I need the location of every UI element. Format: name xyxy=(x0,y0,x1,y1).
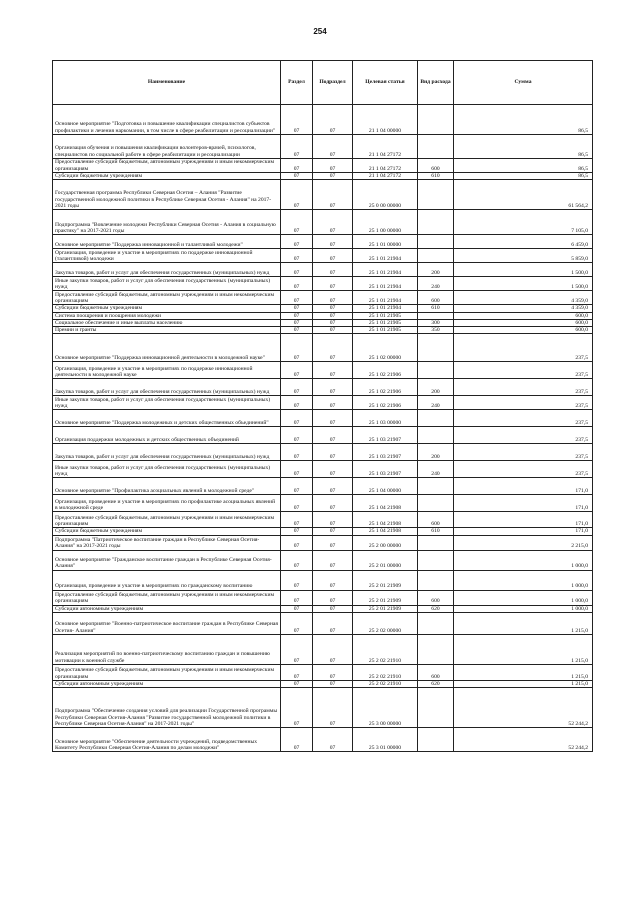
row-section: 07 xyxy=(281,495,313,512)
row-name: Субсидии бюджетным учреждениям xyxy=(53,305,281,312)
row-target-article: 25 1 01 21904 xyxy=(353,249,418,263)
row-expense-type xyxy=(418,105,454,135)
row-name: Премии и гранты xyxy=(53,327,281,334)
table-row xyxy=(53,665,593,681)
row-amount: 600,0 xyxy=(454,312,593,319)
row-expense-type: 610 xyxy=(418,173,454,180)
row-section: 07 xyxy=(281,427,313,444)
row-amount: 237,5 xyxy=(454,362,593,379)
header-section: Раздел xyxy=(281,61,313,105)
row-subsection: 07 xyxy=(313,305,353,312)
row-subsection: 07 xyxy=(313,105,353,135)
row-section: 07 xyxy=(281,613,313,635)
row-target-article: 25 2 01 21909 xyxy=(353,605,418,612)
row-target-article: 25 1 04 21908 xyxy=(353,512,418,528)
row-name: Основное мероприятие "Поддержка инновационной деятельности в молодежной науке" xyxy=(53,334,281,362)
row-amount: 4 359,0 xyxy=(454,291,593,305)
row-expense-type: 200 xyxy=(418,379,454,396)
row-subsection: 07 xyxy=(313,135,353,159)
row-target-article: 25 2 02 21910 xyxy=(353,635,418,665)
row-expense-type: 600 xyxy=(418,291,454,305)
table-row xyxy=(53,444,593,461)
row-expense-type xyxy=(418,210,454,235)
row-name: Подпрограмма "Патриотическое воспитание граждан в Республике Северная Осетия- Алания" на 2017-2021 годы xyxy=(53,535,281,550)
table-row xyxy=(53,535,593,550)
row-expense-type xyxy=(418,495,454,512)
row-subsection: 07 xyxy=(313,461,353,478)
row-target-article: 25 1 02 21906 xyxy=(353,362,418,379)
row-amount: 2 215,0 xyxy=(454,535,593,550)
row-amount: 4 359,0 xyxy=(454,305,593,312)
row-subsection: 07 xyxy=(313,635,353,665)
row-subsection: 07 xyxy=(313,728,353,752)
row-name: Иные закупки товаров, работ и услуг для обеспечения государственных (муниципальных) нужд xyxy=(53,461,281,478)
row-name: Система поощрения и поощрения молодежи xyxy=(53,312,281,319)
row-name: Государственная программа Республики Северная Осетия – Алания "Развитие государственной молодежной политики в Республике Северная Осетия - Алания" на 2017-2021 годы xyxy=(53,180,281,210)
row-section: 07 xyxy=(281,461,313,478)
table-row xyxy=(53,180,593,210)
row-subsection: 07 xyxy=(313,605,353,612)
header-expense-type: Вид расхода xyxy=(418,61,454,105)
row-subsection: 07 xyxy=(313,665,353,681)
row-subsection: 07 xyxy=(313,444,353,461)
table-row xyxy=(53,410,593,427)
row-amount: 6 459,0 xyxy=(454,235,593,249)
row-subsection: 07 xyxy=(313,334,353,362)
table-row xyxy=(53,427,593,444)
row-amount: 600,0 xyxy=(454,319,593,326)
row-name: Основное мероприятие "Поддержка инновационной и талантливой молодежи" xyxy=(53,235,281,249)
row-expense-type: 350 xyxy=(418,327,454,334)
row-amount: 171,0 xyxy=(454,478,593,495)
row-name: Организация обучения и повышения квалификации волонтеров-врачей, психологов, специалистов по социальной работе в сфере реабилитации и ресоциализации xyxy=(53,135,281,159)
row-name: Основное мероприятие "Профилактика асоциальных явлений в молодежной среде" xyxy=(53,478,281,495)
row-amount: 1 215,0 xyxy=(454,681,593,688)
header-name: Наименование xyxy=(53,61,281,105)
row-subsection: 07 xyxy=(313,613,353,635)
row-target-article: 25 2 00 00000 xyxy=(353,535,418,550)
row-expense-type xyxy=(418,180,454,210)
row-amount: 171,0 xyxy=(454,528,593,535)
row-expense-type: 240 xyxy=(418,461,454,478)
row-section: 07 xyxy=(281,444,313,461)
header-subsection: Подраздел xyxy=(313,61,353,105)
table-row xyxy=(53,570,593,590)
row-name: Подпрограмма "Вовлечение молодежи Республики Северная Осетия - Алания в социальную практику" на 2017-2021 годы xyxy=(53,210,281,235)
row-subsection: 07 xyxy=(313,159,353,173)
table-row xyxy=(53,235,593,249)
row-amount: 52 244,2 xyxy=(454,688,593,728)
row-target-article: 25 1 01 21905 xyxy=(353,312,418,319)
table-row xyxy=(53,495,593,512)
row-subsection: 07 xyxy=(313,590,353,605)
row-target-article: 25 0 00 00000 xyxy=(353,180,418,210)
table-row xyxy=(53,319,593,326)
row-target-article: 25 1 02 00000 xyxy=(353,334,418,362)
row-name: Организация, проведение и участие в мероприятиях по гражданскому воспитанию xyxy=(53,570,281,590)
table-row xyxy=(53,461,593,478)
row-expense-type xyxy=(418,613,454,635)
row-expense-type: 600 xyxy=(418,590,454,605)
row-expense-type xyxy=(418,427,454,444)
row-amount: 237,5 xyxy=(454,427,593,444)
row-name: Основное мероприятие "Гражданское воспитание граждан в Республике Северная Осетия- Алания" xyxy=(53,550,281,570)
row-expense-type: 240 xyxy=(418,277,454,291)
row-amount: 5 859,0 xyxy=(454,249,593,263)
row-target-article: 25 1 01 21904 xyxy=(353,277,418,291)
row-target-article: 21 1 04 00000 xyxy=(353,105,418,135)
row-section: 07 xyxy=(281,550,313,570)
row-subsection: 07 xyxy=(313,263,353,277)
row-subsection: 07 xyxy=(313,291,353,305)
row-section: 07 xyxy=(281,277,313,291)
table-row xyxy=(53,590,593,605)
row-amount: 86,5 xyxy=(454,159,593,173)
row-section: 07 xyxy=(281,362,313,379)
row-section: 07 xyxy=(281,263,313,277)
table-row xyxy=(53,249,593,263)
table-row xyxy=(53,605,593,612)
table-row xyxy=(53,312,593,319)
row-target-article: 25 3 00 00000 xyxy=(353,688,418,728)
row-subsection: 07 xyxy=(313,410,353,427)
row-section: 07 xyxy=(281,210,313,235)
row-name: Субсидии автономным учреждениям xyxy=(53,605,281,612)
row-name: Закупка товаров, работ и услуг для обеспечения государственных (муниципальных) нужд xyxy=(53,444,281,461)
row-section: 07 xyxy=(281,728,313,752)
row-section: 07 xyxy=(281,334,313,362)
row-amount: 237,5 xyxy=(454,379,593,396)
row-section: 07 xyxy=(281,535,313,550)
row-amount: 237,5 xyxy=(454,396,593,410)
row-expense-type xyxy=(418,235,454,249)
row-amount: 86,5 xyxy=(454,105,593,135)
row-section: 07 xyxy=(281,235,313,249)
row-name: Субсидии бюджетным учреждениям xyxy=(53,528,281,535)
row-section: 07 xyxy=(281,478,313,495)
row-name: Реализация мероприятий по военно-патриотическому воспитанию граждан и повышению мотивации к военной службе xyxy=(53,635,281,665)
row-subsection: 07 xyxy=(313,180,353,210)
row-subsection: 07 xyxy=(313,528,353,535)
row-target-article: 21 1 04 27172 xyxy=(353,159,418,173)
row-subsection: 07 xyxy=(313,550,353,570)
row-target-article: 25 1 02 21906 xyxy=(353,379,418,396)
row-expense-type xyxy=(418,688,454,728)
row-target-article: 25 3 01 00000 xyxy=(353,728,418,752)
row-amount: 1 000,0 xyxy=(454,550,593,570)
row-section: 07 xyxy=(281,327,313,334)
row-subsection: 07 xyxy=(313,512,353,528)
row-section: 07 xyxy=(281,688,313,728)
row-expense-type: 200 xyxy=(418,263,454,277)
row-name: Основное мероприятие "Подготовка и повышение квалификации специалистов субъектов профилактики и лечения наркомании, в том числе в сфере реабилитации и ресоциализации" xyxy=(53,105,281,135)
row-target-article: 25 1 04 21908 xyxy=(353,495,418,512)
table-row xyxy=(53,277,593,291)
table-row xyxy=(53,635,593,665)
row-target-article: 25 2 01 00000 xyxy=(353,550,418,570)
row-expense-type xyxy=(418,550,454,570)
row-subsection: 07 xyxy=(313,688,353,728)
row-amount: 1 215,0 xyxy=(454,635,593,665)
row-section: 07 xyxy=(281,159,313,173)
row-amount: 237,5 xyxy=(454,334,593,362)
table-row xyxy=(53,728,593,752)
row-subsection: 07 xyxy=(313,362,353,379)
row-name: Организация, проведение и участие в мероприятиях по поддержке инновационной (талантливой) молодежи xyxy=(53,249,281,263)
row-amount: 237,5 xyxy=(454,410,593,427)
row-expense-type: 620 xyxy=(418,605,454,612)
row-name: Предоставление субсидий бюджетным, автономным учреждениям и иным некоммерческим организациям xyxy=(53,590,281,605)
table-row xyxy=(53,291,593,305)
row-section: 07 xyxy=(281,249,313,263)
row-expense-type xyxy=(418,728,454,752)
table-row xyxy=(53,396,593,410)
row-name: Организация поддержки молодежных и детских общественных объединений xyxy=(53,427,281,444)
table-row xyxy=(53,305,593,312)
row-section: 07 xyxy=(281,528,313,535)
row-section: 07 xyxy=(281,173,313,180)
row-subsection: 07 xyxy=(313,681,353,688)
row-section: 07 xyxy=(281,305,313,312)
row-name: Предоставление субсидий бюджетным, автономным учреждениям и иным некоммерческим организациям xyxy=(53,512,281,528)
row-target-article: 21 1 04 27172 xyxy=(353,173,418,180)
row-subsection: 07 xyxy=(313,327,353,334)
row-target-article: 25 1 03 21907 xyxy=(353,461,418,478)
row-name: Закупка товаров, работ и услуг для обеспечения государственных (муниципальных) нужд xyxy=(53,379,281,396)
row-subsection: 07 xyxy=(313,570,353,590)
row-target-article: 25 2 02 21910 xyxy=(353,681,418,688)
row-target-article: 25 1 03 21907 xyxy=(353,444,418,461)
row-subsection: 07 xyxy=(313,319,353,326)
row-subsection: 07 xyxy=(313,379,353,396)
row-expense-type xyxy=(418,410,454,427)
row-target-article: 25 1 04 00000 xyxy=(353,478,418,495)
row-target-article: 25 1 03 00000 xyxy=(353,410,418,427)
row-section: 07 xyxy=(281,105,313,135)
table-row xyxy=(53,613,593,635)
row-expense-type xyxy=(418,135,454,159)
row-target-article: 25 1 02 21906 xyxy=(353,396,418,410)
row-target-article: 25 1 04 21908 xyxy=(353,528,418,535)
row-name: Иные закупки товаров, работ и услуг для обеспечения государственных (муниципальных) нужд xyxy=(53,277,281,291)
table-row xyxy=(53,379,593,396)
row-section: 07 xyxy=(281,570,313,590)
row-amount: 237,5 xyxy=(454,444,593,461)
row-amount: 86,5 xyxy=(454,173,593,180)
row-section: 07 xyxy=(281,291,313,305)
header-target-article: Целевая статья xyxy=(353,61,418,105)
row-section: 07 xyxy=(281,590,313,605)
table-header xyxy=(53,61,593,105)
row-target-article: 21 1 04 27172 xyxy=(353,135,418,159)
table-body xyxy=(53,105,593,752)
row-expense-type xyxy=(418,535,454,550)
row-name: Организация, проведение и участие в мероприятиях по поддержке инновационной деятельности в молодежной науке xyxy=(53,362,281,379)
row-amount: 1 500,0 xyxy=(454,263,593,277)
row-section: 07 xyxy=(281,605,313,612)
row-name: Предоставление субсидий бюджетным, автономным учреждениям и иным некоммерческим организациям xyxy=(53,291,281,305)
row-amount: 600,0 xyxy=(454,327,593,334)
row-target-article: 25 2 01 21909 xyxy=(353,590,418,605)
row-subsection: 07 xyxy=(313,173,353,180)
row-expense-type xyxy=(418,362,454,379)
row-amount: 1 215,0 xyxy=(454,613,593,635)
row-section: 07 xyxy=(281,312,313,319)
row-target-article: 25 2 02 00000 xyxy=(353,613,418,635)
row-name: Социальное обеспечение и иные выплаты населению xyxy=(53,319,281,326)
row-amount: 7 105,0 xyxy=(454,210,593,235)
budget-table xyxy=(52,60,593,752)
row-amount: 1 215,0 xyxy=(454,665,593,681)
row-amount: 171,0 xyxy=(454,495,593,512)
page-number: 254 xyxy=(313,27,327,36)
row-name: Предоставление субсидий бюджетным, автономным учреждениям и иным некоммерческим организациям xyxy=(53,159,281,173)
row-name: Подпрограмма "Обеспечение создания условий для реализации Государственной программы Республики Северная Осетия-Алания "Развитие государственной молодежной политики в Республике Северная Осетия-Алания" на 2017-2021 годы" xyxy=(53,688,281,728)
row-amount: 171,0 xyxy=(454,512,593,528)
row-name: Субсидии бюджетным учреждениям xyxy=(53,173,281,180)
header-amount: Сумма xyxy=(454,61,593,105)
table-row xyxy=(53,263,593,277)
row-target-article: 25 2 01 21909 xyxy=(353,570,418,590)
row-target-article: 25 1 01 21904 xyxy=(353,291,418,305)
table-row xyxy=(53,327,593,334)
table-row xyxy=(53,105,593,135)
row-subsection: 07 xyxy=(313,312,353,319)
row-section: 07 xyxy=(281,635,313,665)
row-expense-type: 620 xyxy=(418,681,454,688)
row-expense-type: 600 xyxy=(418,512,454,528)
row-section: 07 xyxy=(281,410,313,427)
row-amount: 86,5 xyxy=(454,135,593,159)
row-expense-type: 600 xyxy=(418,665,454,681)
row-amount: 1 000,0 xyxy=(454,605,593,612)
row-target-article: 25 1 01 21905 xyxy=(353,327,418,334)
row-target-article: 25 1 01 00000 xyxy=(353,235,418,249)
row-name: Иные закупки товаров, работ и услуг для обеспечения государственных (муниципальных) нужд xyxy=(53,396,281,410)
row-subsection: 07 xyxy=(313,396,353,410)
row-amount: 52 244,2 xyxy=(454,728,593,752)
row-expense-type xyxy=(418,570,454,590)
table-row xyxy=(53,362,593,379)
row-section: 07 xyxy=(281,396,313,410)
table-row xyxy=(53,135,593,159)
row-section: 07 xyxy=(281,319,313,326)
row-amount: 61 564,2 xyxy=(454,180,593,210)
row-section: 07 xyxy=(281,135,313,159)
row-expense-type: 600 xyxy=(418,159,454,173)
row-subsection: 07 xyxy=(313,277,353,291)
row-section: 07 xyxy=(281,180,313,210)
row-expense-type xyxy=(418,249,454,263)
row-name: Закупка товаров, работ и услуг для обеспечения государственных (муниципальных) нужд xyxy=(53,263,281,277)
row-amount: 1 500,0 xyxy=(454,277,593,291)
row-name: Основное мероприятие "Военно-патриотическое воспитание граждан в Республике Северная Осетия- Алания" xyxy=(53,613,281,635)
table-row xyxy=(53,550,593,570)
table-row xyxy=(53,159,593,173)
row-expense-type xyxy=(418,635,454,665)
row-subsection: 07 xyxy=(313,427,353,444)
row-expense-type: 200 xyxy=(418,444,454,461)
row-target-article: 25 1 01 21904 xyxy=(353,263,418,277)
row-name: Основное мероприятие "Поддержка молодежных и детских общественных объединений" xyxy=(53,410,281,427)
row-subsection: 07 xyxy=(313,478,353,495)
table-row xyxy=(53,681,593,688)
row-target-article: 25 1 03 21907 xyxy=(353,427,418,444)
row-amount: 1 000,0 xyxy=(454,590,593,605)
row-amount: 237,5 xyxy=(454,461,593,478)
row-subsection: 07 xyxy=(313,210,353,235)
row-section: 07 xyxy=(281,665,313,681)
row-section: 07 xyxy=(281,681,313,688)
table-row xyxy=(53,173,593,180)
row-target-article: 25 1 00 00000 xyxy=(353,210,418,235)
row-subsection: 07 xyxy=(313,535,353,550)
row-expense-type xyxy=(418,334,454,362)
row-expense-type xyxy=(418,312,454,319)
table-row xyxy=(53,478,593,495)
table-row xyxy=(53,688,593,728)
row-subsection: 07 xyxy=(313,249,353,263)
row-subsection: 07 xyxy=(313,235,353,249)
row-target-article: 25 1 01 21905 xyxy=(353,319,418,326)
row-expense-type: 240 xyxy=(418,396,454,410)
row-section: 07 xyxy=(281,512,313,528)
table-row xyxy=(53,512,593,528)
row-expense-type: 610 xyxy=(418,305,454,312)
row-name: Организация, проведение и участие в мероприятиях по профилактике асоциальных явлений в молодежной среде xyxy=(53,495,281,512)
row-target-article: 25 2 02 21910 xyxy=(353,665,418,681)
row-expense-type xyxy=(418,478,454,495)
table-row xyxy=(53,334,593,362)
row-expense-type: 610 xyxy=(418,528,454,535)
row-amount: 1 000,0 xyxy=(454,570,593,590)
table-row xyxy=(53,210,593,235)
row-subsection: 07 xyxy=(313,495,353,512)
row-expense-type: 300 xyxy=(418,319,454,326)
row-target-article: 25 1 01 21904 xyxy=(353,305,418,312)
row-name: Предоставление субсидий бюджетным, автономным учреждениям и иным некоммерческим организациям xyxy=(53,665,281,681)
row-section: 07 xyxy=(281,379,313,396)
row-name: Основное мероприятие "Обеспечение деятельности учреждений, подведомственных Комитету Республики Северная Осетия-Алания по делам молодежи" xyxy=(53,728,281,752)
row-name: Субсидии автономным учреждениям xyxy=(53,681,281,688)
table-row xyxy=(53,528,593,535)
